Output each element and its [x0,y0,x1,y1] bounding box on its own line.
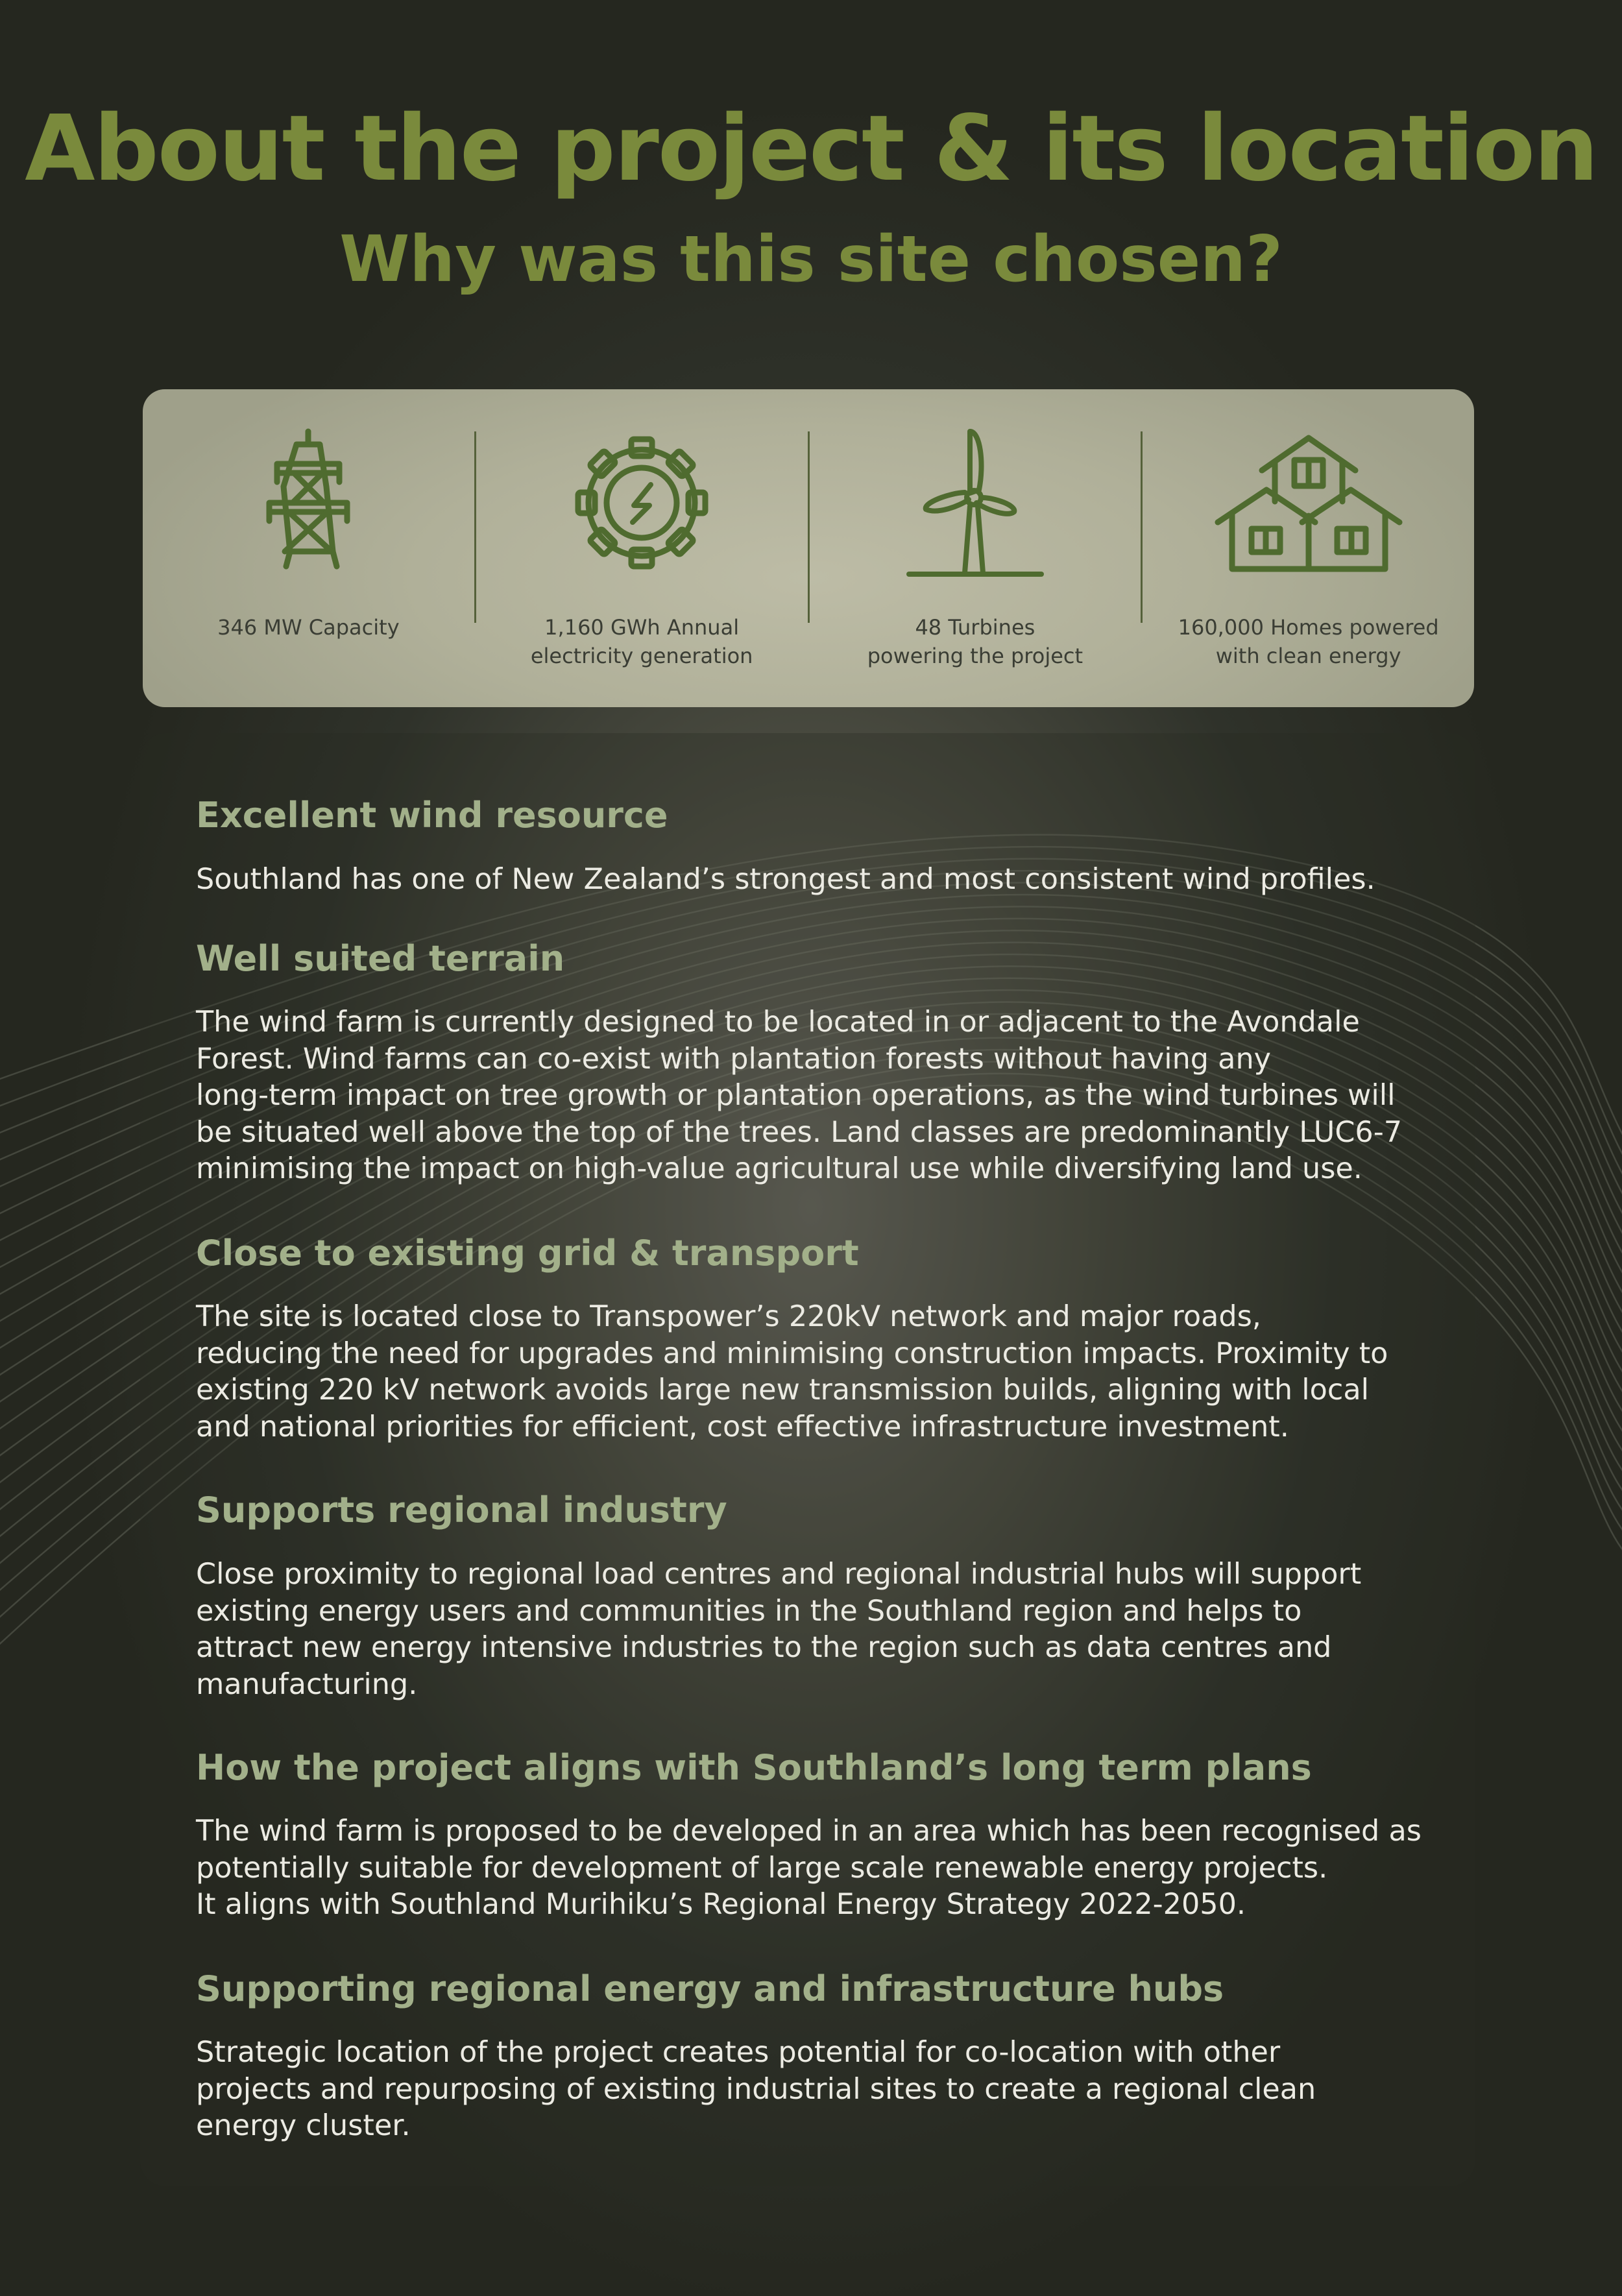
section-heading-grid-transport: Close to existing grid & transport [196,1233,859,1274]
stat-label: 346 MW Capacity [217,615,400,640]
houses-icon [1143,425,1474,587]
stat-turbines [810,389,1141,707]
section-heading-regional-industry: Supports regional industry [196,1490,727,1530]
stat-generation [476,389,808,707]
transmission-tower-icon [143,425,474,587]
section-heading-terrain: Well suited terrain [196,938,565,979]
page-subtitle: Why was this site chosen? [339,223,1283,296]
section-body-wind-resource: Southland has one of New Zealand’s strongest and most consistent wind profiles. [196,863,1375,896]
page-title: About the project & its location [25,96,1597,202]
section-body-grid-transport: The site is located close to Transpower’s 220kV network and major roads, reducing the need for upgrades and minimising construction impacts. Proximity to existing 220 kV network avoids large new transmission builds, aligning with local and national priorities for efficient, cost effective infrastructure investment. [196,1300,1388,1444]
section-body-terrain: The wind farm is currently designed to be located in or adjacent to the Avondale Forest. Wind farms can co-exist with plantation forests without having any long-term impact on tree growth or plantation operations, as the wind turbines will be situated well above the top of the trees. Land classes are predominantly LUC6-7 minimising the impact on high-value agricultural use while diversifying land use. [196,1006,1403,1185]
stat-label: 1,160 GWh Annual electricity generation [530,615,753,668]
gear-lightning-icon [476,425,808,587]
section-heading-wind-resource: Excellent wind resource [196,795,668,836]
section-heading-infrastructure-hubs: Supporting regional energy and infrastructure hubs [196,1968,1224,2009]
stat-homes [1143,389,1474,707]
section-heading-long-term-plans: How the project aligns with Southland’s long term plans [196,1747,1312,1788]
stat-label: 160,000 Homes powered with clean energy [1178,615,1439,668]
section-body-infrastructure-hubs: Strategic location of the project creates potential for co-location with other projects and repurposing of existing industrial sites to create a regional clean energy cluster. [196,2036,1316,2142]
stat-label: 48 Turbines powering the project [867,615,1083,668]
section-body-regional-industry: Close proximity to regional load centres and regional industrial hubs will support existing energy users and communities in the Southland region and helps to attract new energy intensive industries to the region such as data centres and manufacturing. [196,1558,1362,1701]
section-body-long-term-plans: The wind farm is proposed to be developed in an area which has been recognised as potentially suitable for development of large scale renewable energy projects. It aligns with Southland Murihiku’s Regional Energy Strategy 2022-2050. [196,1815,1422,1921]
stats-card [143,389,1474,707]
stat-capacity [143,389,474,707]
wind-turbine-icon [810,425,1141,587]
